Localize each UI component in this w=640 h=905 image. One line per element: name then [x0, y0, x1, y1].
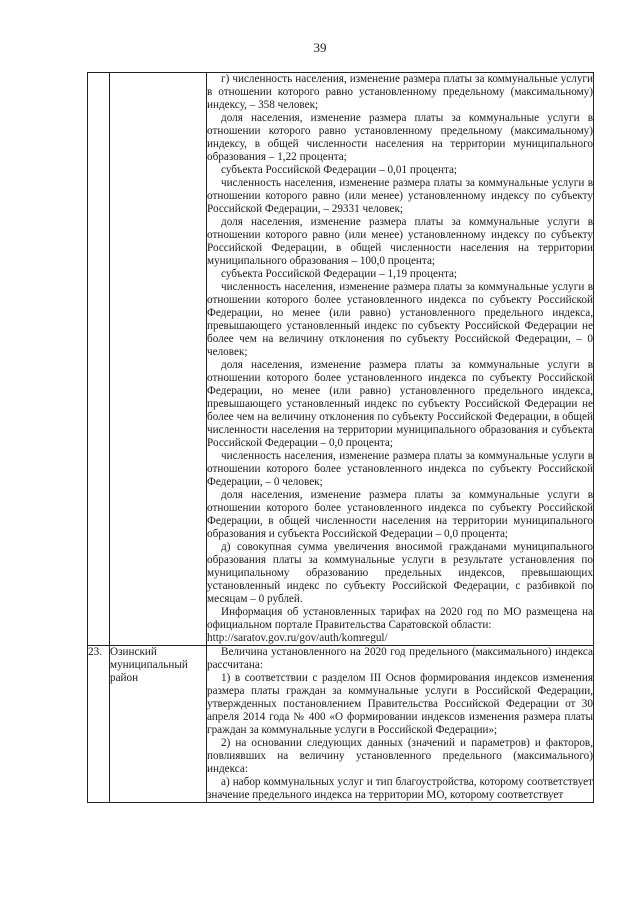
paragraph: доля населения, изменение размера платы за коммунальные услуги в отношении которого равно установленному предельному (максимальному) индексу, в общей численности населения на территории муниципального образования – 1,22 процента;	[207, 112, 593, 163]
paragraph: доля населения, изменение размера платы за коммунальные услуги в отношении которого равно (или менее) установленному индексу по субъекту Российской Федерации, в общей численности населения на территории муниципального образования – 100,0 процента;	[207, 216, 593, 267]
district-cell: Озинский муниципальный район	[110, 646, 207, 803]
paragraph: Величина установленного на 2020 год предельного (максимального) индекса рассчитана:	[207, 646, 593, 671]
content-cell	[207, 73, 594, 646]
paragraph: субъекта Российской Федерации – 0,01 процента;	[221, 164, 458, 176]
paragraph: субъекта Российской Федерации – 1,19 процента;	[221, 268, 458, 280]
district-cell	[110, 73, 207, 646]
paragraph: доля населения, изменение размера платы за коммунальные услуги в отношении которого более установленного индекса по субъекту Российской Федерации, в общей численности населения на территории муниципального образования и субъекта Российской Федерации – 0,0 процента;	[207, 489, 593, 540]
paragraph: численность населения, изменение размера платы за коммунальные услуги в отношении которого более установленного индекса по субъекту Российской Федерации, – 0 человек;	[207, 450, 593, 488]
paragraph: г) численность населения, изменение размера платы за коммунальные услуги в отношении которого равно установленному предельному (максимальному) индексу, – 358 человек;	[207, 73, 593, 111]
document-table	[87, 72, 594, 803]
row-number-cell	[88, 73, 110, 646]
paragraph: д) совокупная сумма увеличения вносимой гражданами муниципального образования платы за коммунальные услуги в результате установления по муниципальному образованию предельных индексов, превышающих установленный индекс по субъекту Российской Федерации, с разбивкой по месяцам – 0 рублей.	[207, 541, 593, 605]
paragraph: численность населения, изменение размера платы за коммунальные услуги в отношении которого более установленного индекса по субъекту Российской Федерации, но менее (или равно) установленного предельного индекса, превышающего установленный индекс по субъекту Российской Федерации не более чем на величину отклонения по субъекту Российской Федерации, – 0 человек;	[207, 281, 593, 358]
paragraph: 2) на основании следующих данных (значений и параметров) и факторов, повлиявших на величину установленного предельного (максимального) индекса:	[207, 737, 593, 775]
table-row	[88, 73, 594, 646]
content-cell	[207, 646, 594, 803]
paragraph: численность населения, изменение размера платы за коммунальные услуги в отношении которого равно (или менее) установленному индексу по субъекту Российской Федерации, – 29331 человек;	[207, 177, 593, 215]
table-row	[88, 646, 594, 803]
page-number: 39	[313, 40, 327, 55]
paragraph: 1) в соответствии с разделом III Основ формирования индексов изменения размера платы граждан за коммунальные услуги в Российской Федерации, утвержденных постановлением Правительства Российской Федерации от 30 апреля 2014 года № 400 «О формировании индексов изменения размера платы граждан за коммунальные услуги в Российской Федерации»;	[207, 672, 593, 736]
tariff-portal-link[interactable]: http://saratov.gov.ru/gov/auth/komregul/	[207, 632, 388, 644]
paragraph: доля населения, изменение размера платы за коммунальные услуги в отношении которого более установленного индекса по субъекту Российской Федерации, но менее (или равно) установленного предельного индекса, превышающего установленный индекс по субъекту Российской Федерации не более чем на величину отклонения по субъекту Российской Федерации, в общей численности населения на территории муниципального образования и субъекта Российской Федерации – 0,0 процента;	[207, 359, 593, 449]
row-number-cell: 23.	[88, 646, 110, 803]
paragraph: а) набор коммунальных услуг и тип благоустройства, которому соответствует значение предельного индекса на территории МО, которому соответствует	[207, 776, 593, 801]
paragraph: Информация об установленных тарифах на 2020 год по МО размещена на официальном портале Правительства Саратовской области:	[207, 606, 593, 631]
